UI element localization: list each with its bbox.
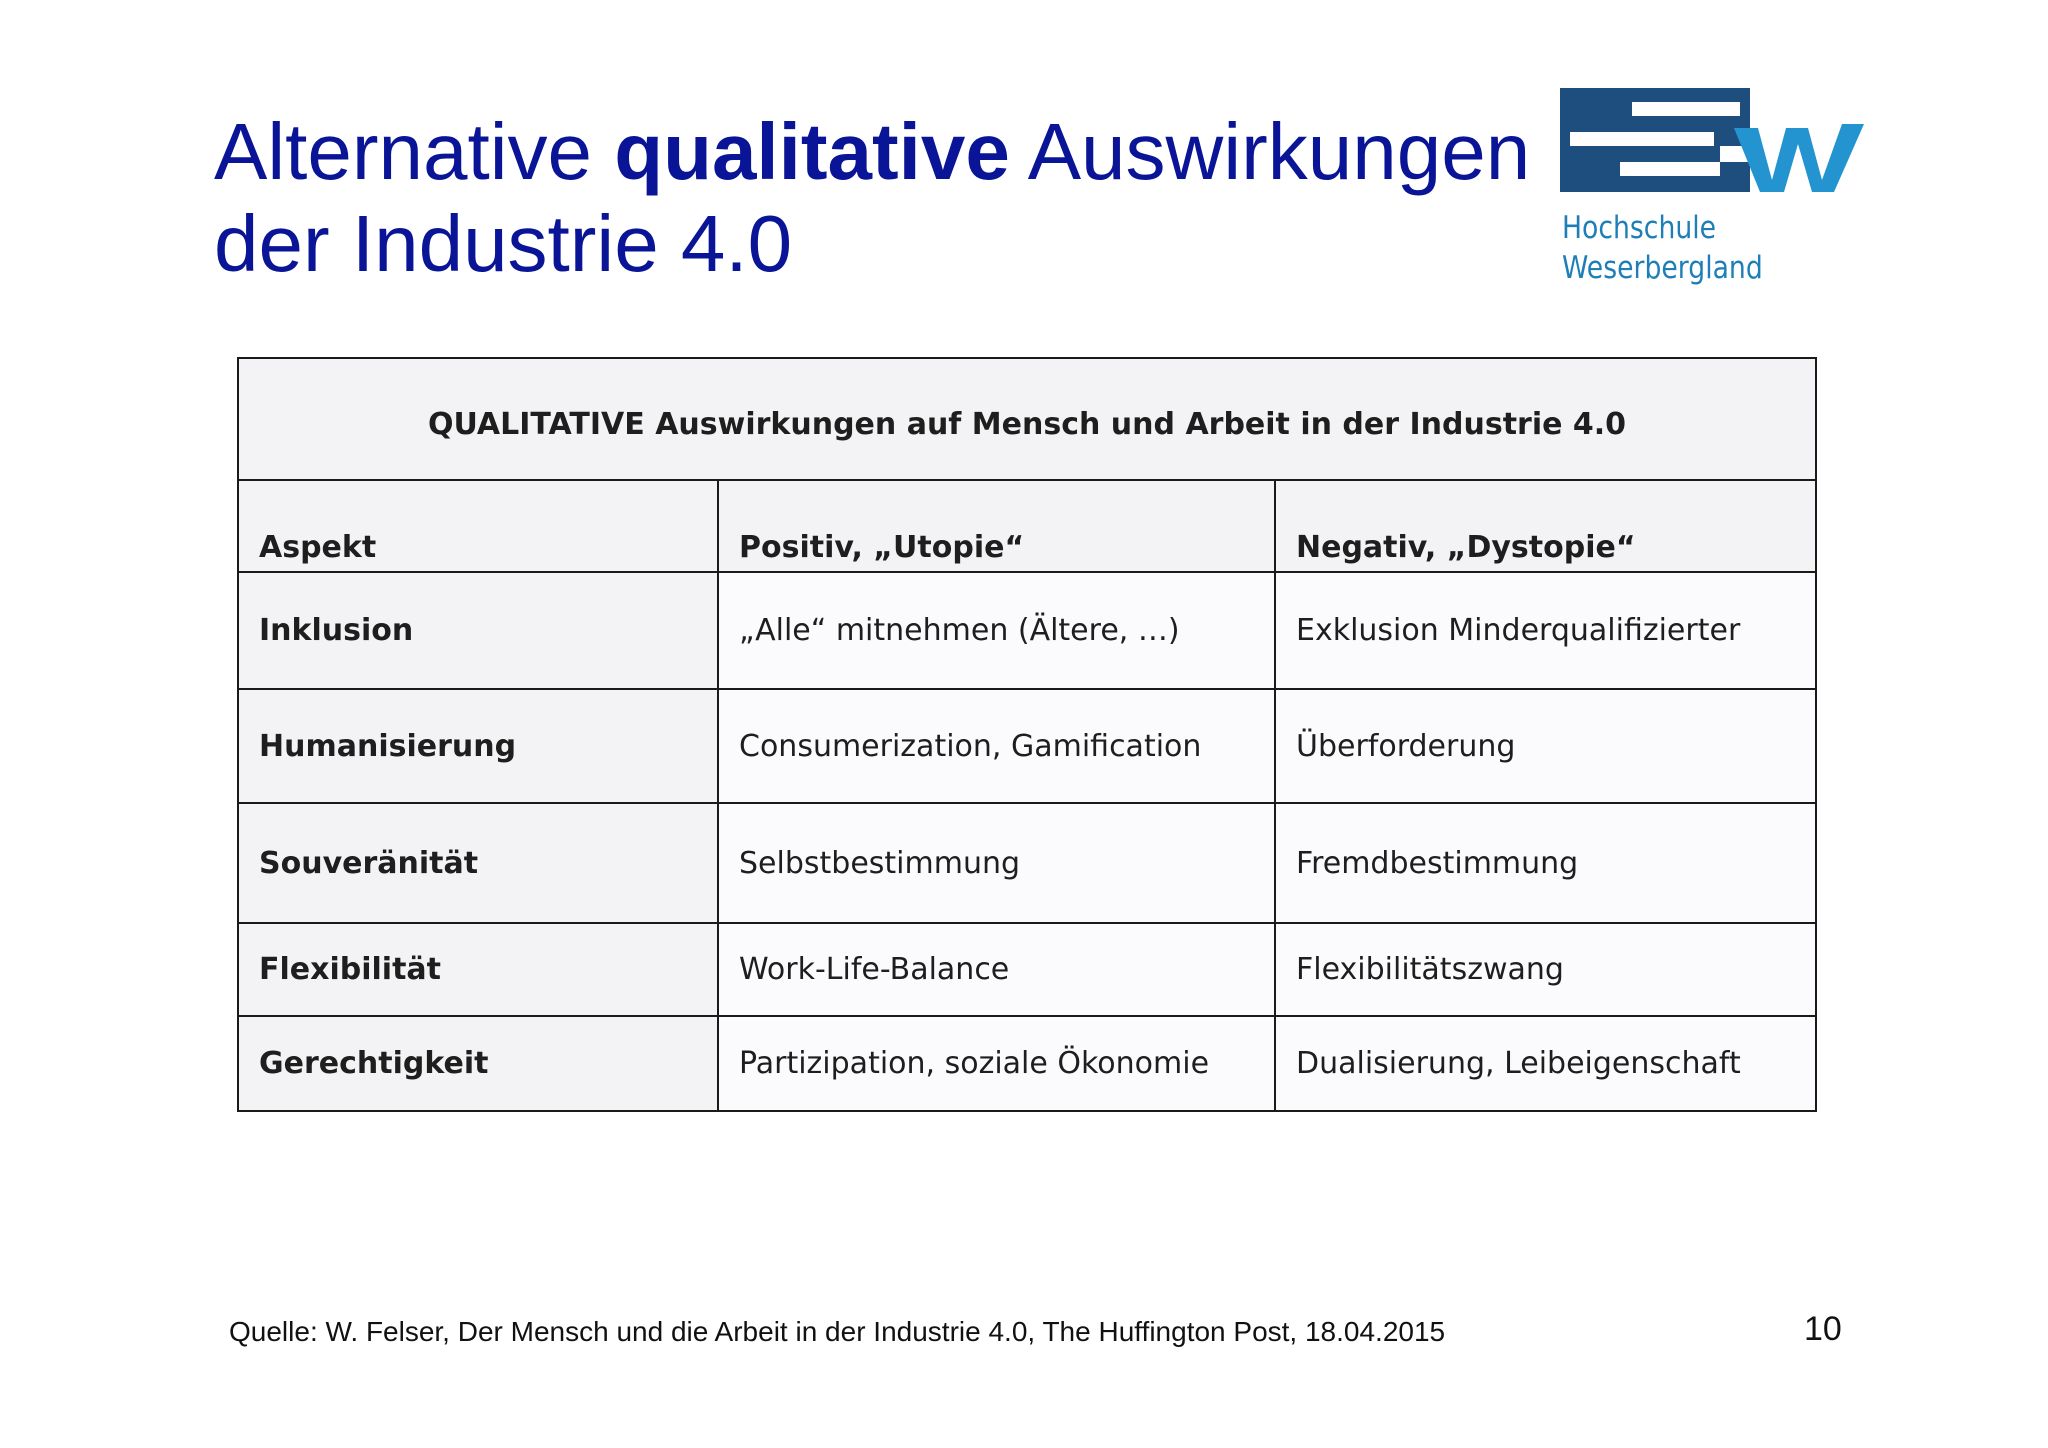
table-caption: QUALITATIVE Auswirkungen auf Mensch und Arbeit in der Industrie 4.0	[238, 358, 1816, 480]
header-negative: Negativ, „Dystopie“	[1275, 480, 1816, 572]
row-negative: Fremdbestimmung	[1275, 803, 1816, 923]
table-row	[238, 803, 1816, 923]
row-aspect: Humanisierung	[238, 689, 718, 803]
table-header-row	[238, 480, 1816, 572]
title-bold-word: qualitative	[614, 107, 1010, 196]
table-row	[238, 572, 1816, 689]
logo-line2: Weserbergland	[1562, 250, 1763, 286]
row-negative: Flexibilitätszwang	[1275, 923, 1816, 1016]
row-aspect: Inklusion	[238, 572, 718, 689]
header-aspect: Aspekt	[238, 480, 718, 572]
row-aspect: Gerechtigkeit	[238, 1016, 718, 1111]
row-positive: Selbstbestimmung	[718, 803, 1275, 923]
header-positive: Positiv, „Utopie“	[718, 480, 1275, 572]
row-negative: Überforderung	[1275, 689, 1816, 803]
hsw-logo-mark-icon	[1560, 88, 1880, 198]
row-negative: Exklusion Minderqualifizierter	[1275, 572, 1816, 689]
row-aspect: Flexibilität	[238, 923, 718, 1016]
table-row	[238, 689, 1816, 803]
row-positive: Work-Life-Balance	[718, 923, 1275, 1016]
logo-text	[1562, 208, 1763, 288]
row-aspect: Souveränität	[238, 803, 718, 923]
source-citation: Quelle: W. Felser, Der Mensch und die Arbeit in der Industrie 4.0, The Huffington Post, 18.04.2015	[229, 1316, 1446, 1347]
table-row	[238, 1016, 1816, 1111]
title-part2: Auswirkungen	[1009, 107, 1531, 196]
slide-title	[214, 106, 1534, 290]
impact-table	[237, 357, 1817, 1112]
row-positive: Consumerization, Gamification	[718, 689, 1275, 803]
impact-table-container	[237, 357, 1815, 1112]
logo-line1: Hochschule	[1562, 210, 1717, 246]
university-logo	[1560, 88, 1880, 288]
row-positive: Partizipation, soziale Ökonomie	[718, 1016, 1275, 1111]
table-caption-row	[238, 358, 1816, 480]
page-number: 10	[1804, 1310, 1842, 1348]
table-row	[238, 923, 1816, 1016]
title-part1: Alternative	[214, 107, 615, 196]
row-negative: Dualisierung, Leibeigenschaft	[1275, 1016, 1816, 1111]
title-line2: der Industrie 4.0	[214, 199, 793, 288]
row-positive: „Alle“ mitnehmen (Ältere, …)	[718, 572, 1275, 689]
